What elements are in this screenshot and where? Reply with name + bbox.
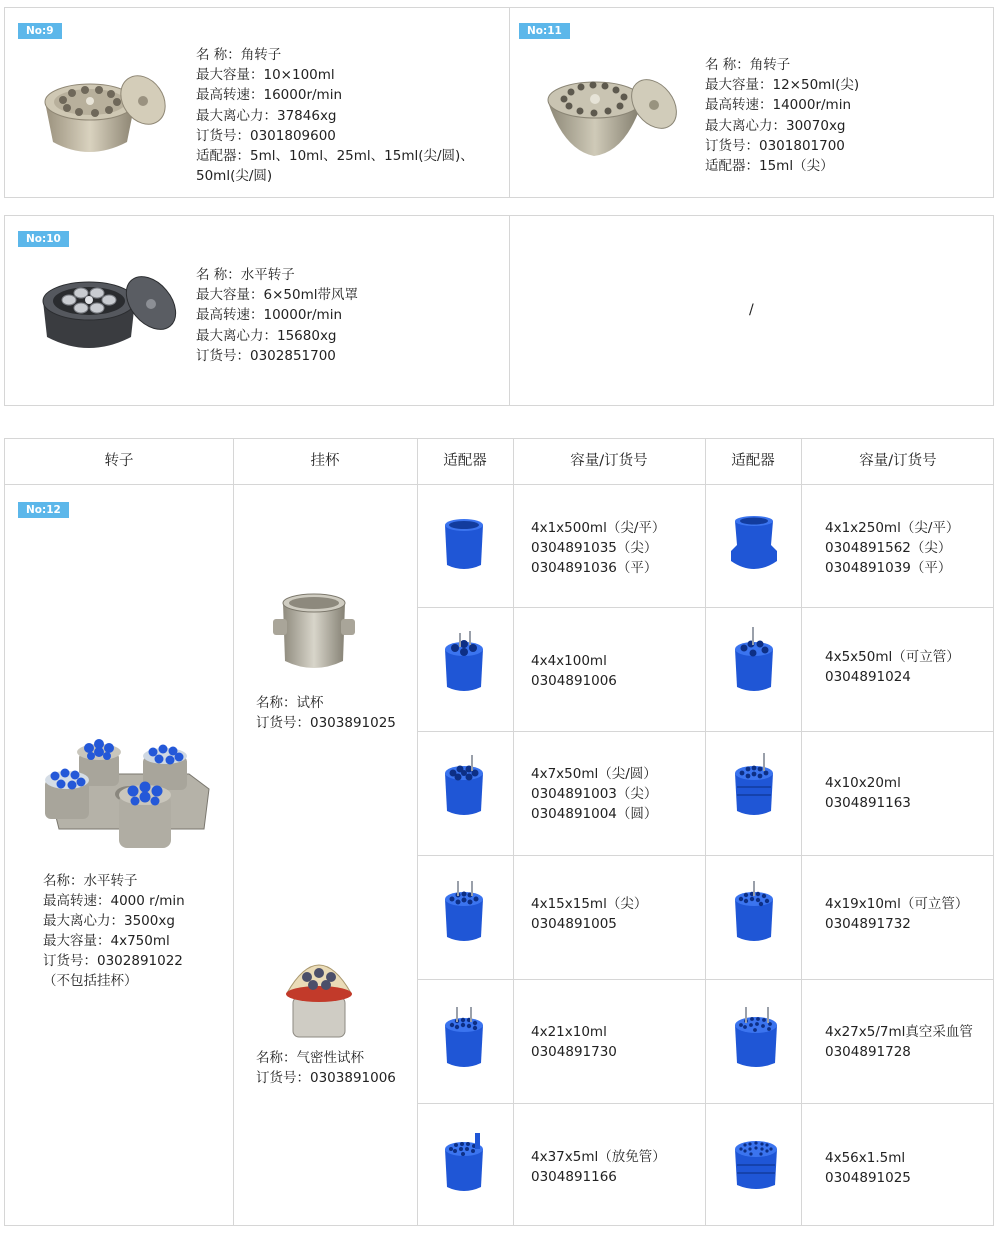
adapter-right-row3: 4x10x20ml 0304891163 [825,775,911,811]
angle-rotor-image [544,68,684,168]
badge-no9: No:9 [18,23,62,39]
adapter-left-row4: 4x15x15ml（尖） 0304891005 [531,896,648,932]
swing-rotor-image [39,734,214,864]
header-adapter-1: 适配器 [443,453,487,469]
adapter-image [731,625,777,695]
badge-no11: No:11 [519,23,570,39]
rotor-spec-no12: 名称：水平转子 最高转速：4000 r/min 最大离心力：3500xg 最大容量：4x750ml 订货号：0302891022 （不包括挂杯） [43,873,185,989]
adapter-right-row5: 4x27x5/7ml真空采血管 0304891728 [825,1024,973,1060]
adapter-image [441,517,487,573]
adapter-right-row6: 4x56x1.5ml 0304891025 [825,1150,911,1186]
adapter-left-row5: 4x21x10ml 0304891730 [531,1024,617,1060]
rotor-card-no9 [4,7,510,198]
spec-no10: 名 称：水平转子 最大容量：6×50ml带风罩 最高转速：10000r/min 最大离心力：15680xg 订货号：0302851700 [196,267,358,364]
adapter-image [731,879,777,945]
empty-slash: / [749,302,754,318]
header-adapter-2: 适配器 [731,453,775,469]
rotor-card-no11 [509,7,994,198]
adapter-image [441,1005,487,1071]
swing-rotor-image [39,271,189,371]
angle-rotor-image [39,70,169,165]
adapter-image [441,629,487,695]
adapter-image [731,751,777,819]
bucket-spec-2: 名称：气密性试杯 订货号：0303891006 [256,1050,396,1086]
header-capacity-1: 容量/订货号 [570,453,648,469]
adapter-image [729,515,779,577]
adapter-image [441,879,487,945]
accessory-table [4,438,994,1226]
adapter-image [731,1135,781,1193]
spec-no11: 名 称：角转子 最大容量：12×50ml(尖) 最高转速：14000r/min 最大离心力：30070xg 订货号：0301801700 适配器：15ml（尖） [705,57,860,175]
adapter-left-row1: 4x1x500ml（尖/平） 0304891035（尖） 0304891036（平） [531,520,666,576]
header-bucket: 挂杯 [310,453,340,469]
adapter-right-row2: 4x5x50ml（可立管） 0304891024 [825,649,960,685]
header-capacity-2: 容量/订货号 [859,453,937,469]
adapter-left-row6: 4x37x5ml（放免管） 0304891166 [531,1149,666,1185]
empty-card [509,215,994,406]
bucket-image [279,947,359,1043]
adapter-right-row1: 4x1x250ml（尖/平） 0304891562（尖） 0304891039（平） [825,520,960,576]
bucket-image [269,591,359,679]
spec-no9: 名 称：角转子 最大容量：10×100ml 最高转速：16000r/min 最大离心力：37846xg 订货号：0301809600 适配器：5ml、10ml、25ml、15ml(尖/圆)、 50ml(尖/圆) [196,47,474,185]
adapter-left-row2: 4x4x100ml 0304891006 [531,653,617,689]
header-rotor: 转子 [104,453,134,469]
bucket-spec-1: 名称：试杯 订货号：0303891025 [256,695,396,731]
adapter-image [731,1005,781,1071]
badge-no12: No:12 [18,502,69,518]
adapter-image [441,1131,487,1195]
adapter-left-row3: 4x7x50ml（尖/圆） 0304891003（尖） 0304891004（圆） [531,766,658,822]
rotor-card-no10 [4,215,510,406]
badge-no10: No:10 [18,231,69,247]
adapter-image [441,753,487,819]
adapter-right-row4: 4x19x10ml（可立管） 0304891732 [825,896,969,932]
